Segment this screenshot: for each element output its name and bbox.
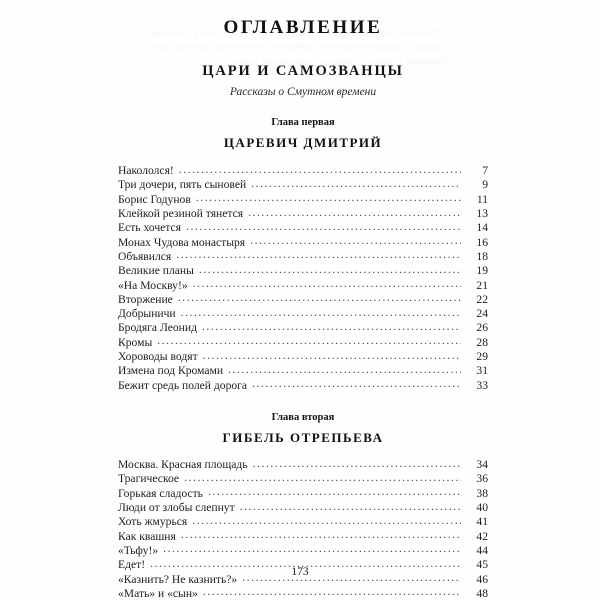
dot-leader [186, 220, 461, 232]
dot-leader [228, 363, 461, 375]
toc-entry-page: 14 [476, 221, 488, 235]
toc-entry-title: Великие планы [118, 264, 194, 278]
toc-entry-title: Объявился [118, 249, 172, 263]
toc-entry-page: 24 [476, 307, 488, 321]
dot-leader [208, 485, 461, 497]
dot-leader [184, 471, 461, 483]
dot-leader [192, 514, 461, 526]
toc-entry-title: «Казнить? Не казнить?» [118, 572, 238, 586]
part-title: ЦАРИ И САМОЗВАНЦЫ [202, 63, 404, 79]
toc-entry-title: Как квашня [118, 529, 176, 543]
toc-entry-page: 31 [476, 364, 488, 378]
chapter-label-2: Глава вторая [271, 412, 335, 423]
dot-leader [157, 334, 461, 346]
toc-entry-title: Борис Годунов [118, 192, 191, 206]
dot-leader [181, 528, 461, 540]
dot-leader [203, 585, 461, 597]
toc-entry-page: 29 [476, 350, 488, 364]
toc-entry[interactable] [118, 587, 488, 600]
toc-entry-title: Кромы [118, 335, 153, 349]
toc-entry-title: Едет! [118, 558, 146, 572]
toc-entry-title: Москва. Красная площадь [118, 458, 248, 471]
toc-entry-page: 48 [476, 586, 488, 600]
toc-entry-page: 26 [476, 321, 488, 335]
toc-list-chapter-2 [118, 458, 488, 600]
chapter-title-2: ГИБЕЛЬ ОТРЕПЬЕВА [222, 430, 384, 445]
toc-entry-title: Люди от злобы слепнут [118, 500, 235, 514]
toc-entry-page: 34 [476, 458, 488, 471]
dot-leader [163, 542, 461, 554]
toc-entry-title: Хоть жмурься [118, 515, 188, 529]
toc-entry-title: Три дочери, пять сыновей [118, 178, 247, 192]
dot-leader [199, 263, 461, 275]
toc-entry-page: 28 [476, 335, 488, 349]
dot-leader [253, 457, 461, 469]
toc-entry-page: 19 [476, 264, 488, 278]
toc-entry-title: «На Москву!» [118, 278, 188, 292]
toc-entry-title: Вторжение [118, 292, 173, 306]
toc-entry-page: 18 [476, 249, 488, 263]
page-title: ОГЛАВЛЕНИЕ [223, 17, 383, 38]
toc-entry-page: 21 [476, 278, 488, 292]
toc-entry-page: 7 [482, 164, 488, 177]
toc-entry-title: Измена под Кромами [118, 364, 224, 378]
toc-entry-page: 41 [476, 515, 488, 529]
dot-leader [193, 277, 461, 289]
toc-entry-page: 42 [476, 529, 488, 543]
toc-entry-title: Добрыничи [118, 307, 176, 321]
toc-entry-title: «Тьфу!» [118, 543, 159, 557]
toc-entry-title: «Мать» и «сын» [118, 586, 198, 600]
toc-entry-page: 45 [476, 558, 488, 572]
toc-entry-page: 9 [482, 178, 488, 192]
dot-leader [176, 248, 461, 260]
toc-entry-page: 38 [476, 486, 488, 500]
toc-entry-page: 44 [476, 543, 488, 557]
toc-entry-page: 13 [476, 206, 488, 220]
dot-leader [179, 163, 461, 175]
toc-entry-page: 36 [476, 472, 488, 486]
dot-leader [252, 377, 461, 389]
toc-entry-title: Бродяга Леонид [118, 321, 197, 335]
part-subtitle: Рассказы о Смутном времени [229, 86, 377, 98]
folio-page-number: 173 [291, 566, 309, 578]
dot-leader [251, 177, 461, 189]
toc-entry-page: 40 [476, 500, 488, 514]
dot-leader [196, 191, 461, 203]
toc-entry-title: Накололся! [118, 164, 174, 177]
toc-entry-title: Трагическое [118, 472, 180, 486]
chapter-title-1: ЦАРЕВИЧ ДМИТРИЙ [223, 135, 383, 150]
toc-entry-page: 33 [476, 378, 488, 392]
toc-entry-page: 22 [476, 292, 488, 306]
toc-entry-title: Горькая сладость [118, 486, 203, 500]
toc-entry-page: 11 [476, 192, 488, 206]
dot-leader [248, 206, 461, 218]
toc-entry-title: Есть хочется [118, 221, 181, 235]
toc-entry-title: Бежит средь полей дорога [118, 378, 248, 392]
dot-leader [181, 306, 461, 318]
dot-leader [203, 349, 461, 361]
toc-entry[interactable] [118, 379, 488, 393]
toc-list-chapter-1 [118, 164, 488, 393]
dot-leader [250, 234, 461, 246]
toc-entry-title: Хороводы водят [118, 350, 198, 364]
toc-entry-title: Клейкой резиной тянется [118, 206, 244, 220]
dot-leader [202, 320, 461, 332]
dot-leader [240, 500, 461, 512]
toc-entry-page: 46 [476, 572, 488, 586]
chapter-label-1: Глава первая [271, 117, 335, 128]
dot-leader [178, 291, 461, 303]
page-content [0, 17, 600, 600]
toc-entry-title: Монах Чудова монастыря [118, 235, 246, 249]
toc-entry-page: 16 [476, 235, 488, 249]
